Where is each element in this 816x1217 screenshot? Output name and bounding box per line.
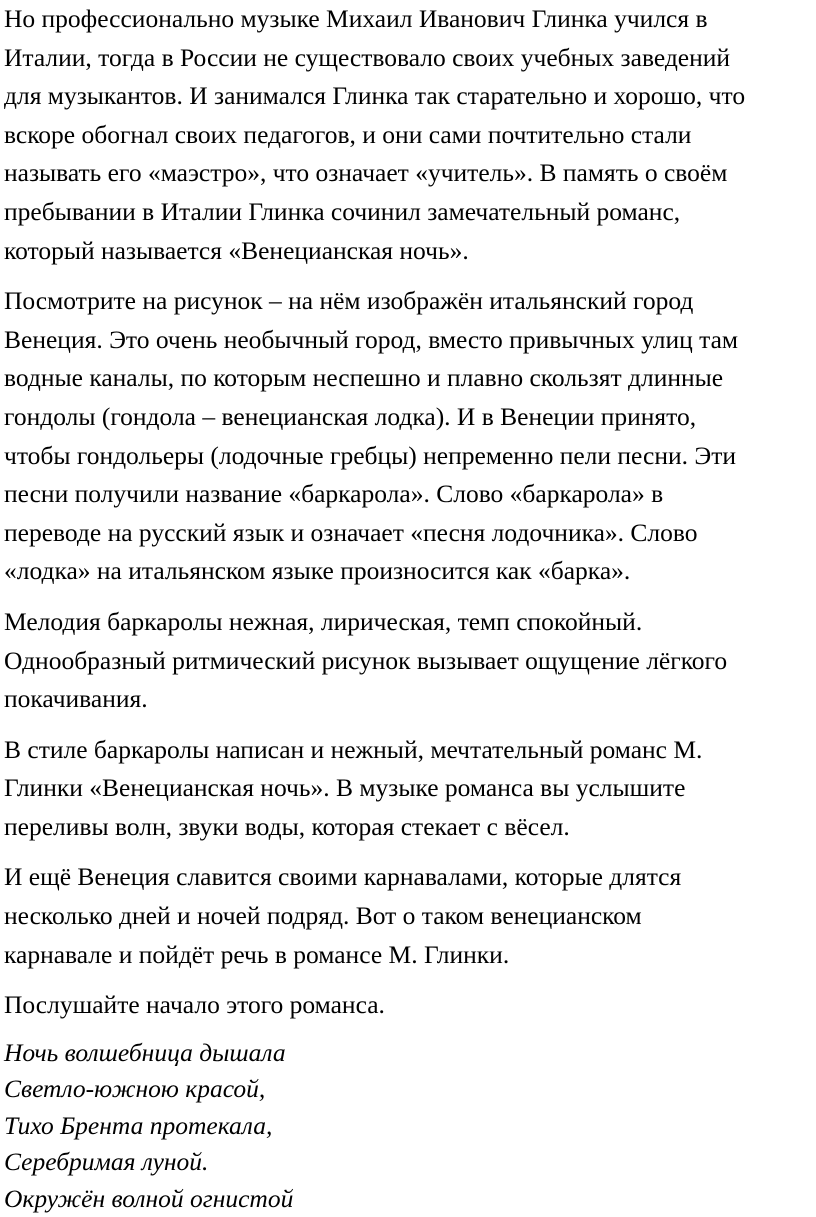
- paragraph-melody: [4, 603, 816, 719]
- paragraph-glinka-italy: [4, 0, 816, 270]
- text-line: называть его «маэстро», что означает «учитель». В память о своём: [4, 158, 728, 188]
- paragraph-venice-barcarolle: [4, 282, 816, 591]
- verse-line: Тихо Брента протекала,: [4, 1110, 273, 1140]
- text-line: для музыкантов. И занимался Глинка так старательно и хорошо, что: [4, 81, 746, 111]
- text-line: Италии, тогда в России не существовало своих учебных заведений: [4, 42, 731, 72]
- text-line: песни получили название «баркарола». Слово «баркарола» в: [4, 479, 664, 509]
- text-line: гондолы (гондола – венецианская лодка). И в Венеции принято,: [4, 401, 697, 431]
- text-line: карнавале и пойдёт речь в романсе М. Глинки.: [4, 939, 510, 969]
- verse-line: Светло-южною красой,: [4, 1074, 266, 1104]
- text-line: пребывании в Италии Глинка сочинил замечательный романс,: [4, 196, 681, 226]
- text-line: Глинки «Венецианская ночь». В музыке романса вы услышите: [4, 773, 686, 803]
- text-line: И ещё Венеция славится своими карнавалами, которые длятся: [4, 862, 682, 892]
- verse-line: Ночь волшебница дышала: [4, 1037, 286, 1067]
- text-line: вскоре обогнал своих педагогов, и они сами почтительно стали: [4, 119, 692, 149]
- paragraph-listen: [4, 986, 816, 1025]
- paragraph-romance-style: [4, 731, 816, 847]
- paragraph-carnival: [4, 858, 816, 974]
- text-line: покачивания.: [4, 684, 148, 714]
- verse-line: Окружён волной огнистой: [4, 1183, 294, 1213]
- text-line: Посмотрите на рисунок – на нём изображён итальянский город: [4, 286, 694, 316]
- text-line: В стиле баркаролы написан и нежный, мечтательный романс М.: [4, 734, 703, 764]
- verse-line: Серебримая луной.: [4, 1147, 209, 1177]
- text-line: «лодка» на итальянском языке произносится как «барка».: [4, 556, 631, 586]
- text-line: который называется «Венецианская ночь».: [4, 235, 469, 265]
- text-line: переводе на русский язык и означает «песня лодочника». Слово: [4, 517, 698, 547]
- text-line: чтобы гондольеры (лодочные гребцы) непременно пели песни. Эти: [4, 440, 736, 470]
- text-line: Венеция. Это очень необычный город, вместо привычных улиц там: [4, 324, 739, 354]
- text-line: Но профессионально музыке Михаил Иванович Глинка учился в: [4, 4, 708, 33]
- text-line: несколько дней и ночей подряд. Вот о таком венецианском: [4, 901, 642, 931]
- text-line: переливы волн, звуки воды, которая стекает с вёсел.: [4, 811, 570, 841]
- poem-verse: [4, 1035, 816, 1217]
- text-line: Мелодия баркаролы нежная, лирическая, темп спокойный.: [4, 606, 643, 636]
- text-line: Однообразный ритмический рисунок вызывает ощущение лёгкого: [4, 645, 728, 675]
- document-page: [4, 0, 816, 1217]
- text-line: Послушайте начало этого романса.: [4, 990, 385, 1020]
- text-line: водные каналы, по которым неспешно и плавно скользят длинные: [4, 363, 724, 393]
